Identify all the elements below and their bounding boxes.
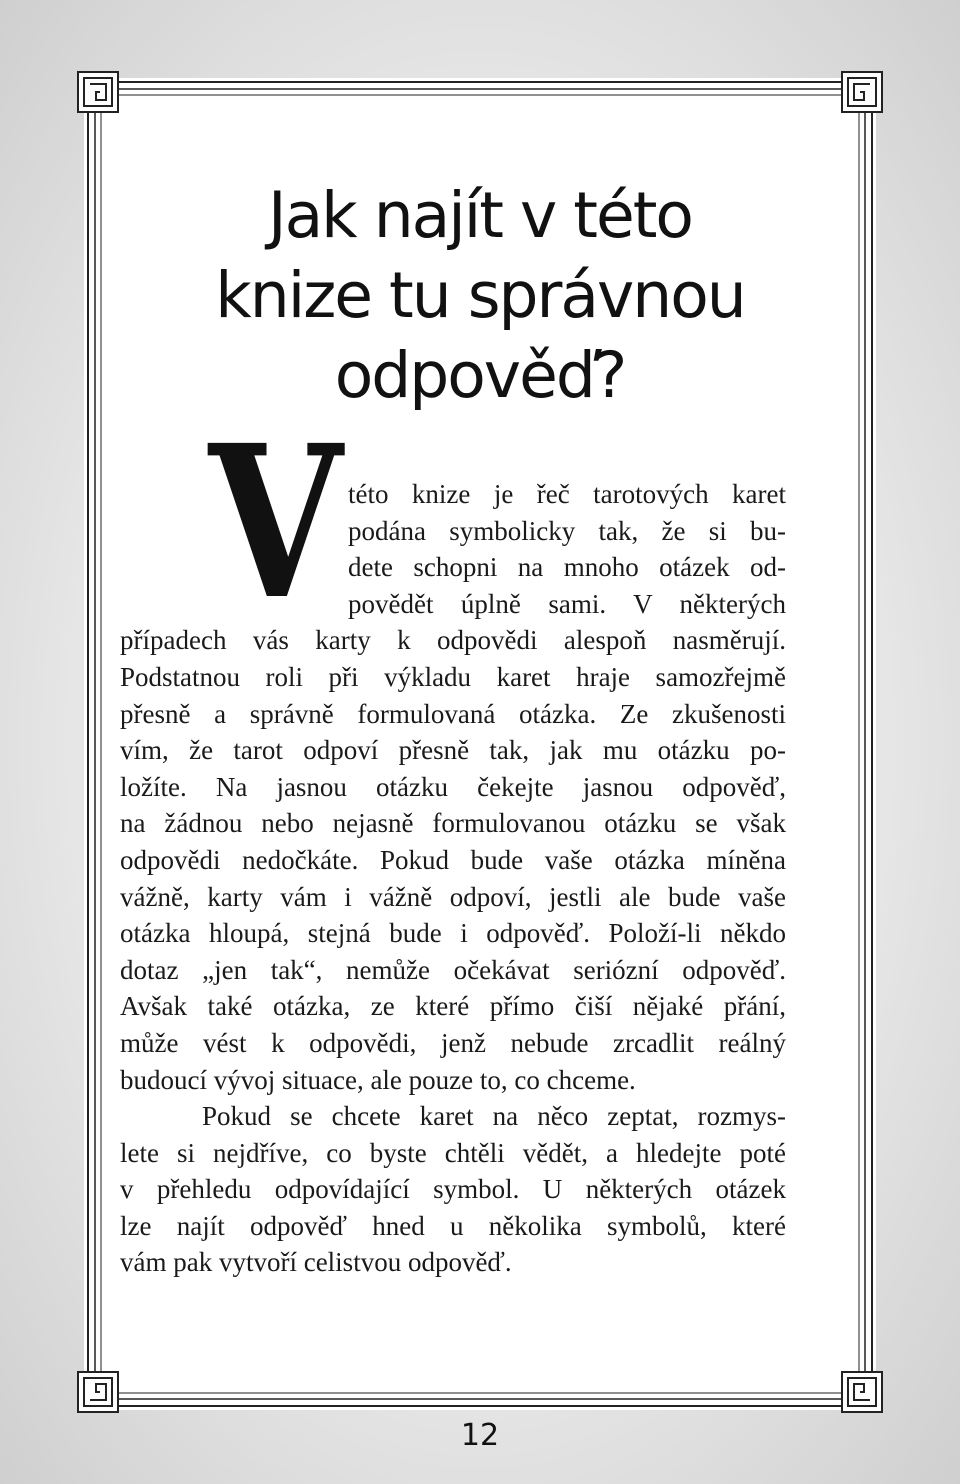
text-line: případech vás karty k odpovědi alespoň nasměrují.	[120, 625, 786, 656]
title-line: knize tu správnou	[215, 259, 745, 332]
text-line: dotaz „jen tak“, nemůže očekávat seriózní odpověď.	[120, 954, 786, 985]
text-line: lze najít odpověď hned u několika symbolů, které	[120, 1210, 786, 1241]
text-line: této knize je řeč tarotových karet	[348, 479, 786, 509]
text-line: vám pak vytvoří celistvou odpověď.	[120, 1247, 512, 1278]
body-paragraph-2	[120, 1098, 786, 1281]
text-line: dete schopni na mnoho otázek od-	[348, 552, 786, 583]
text-line: může vést k odpovědi, jenž nebude zrcadlit reálný	[120, 1027, 786, 1058]
text-line: Avšak také otázka, ze které přímo čiší nějaké přání,	[120, 991, 786, 1022]
text-line: budoucí vývoj situace, ale pouze to, co chceme.	[120, 1064, 636, 1095]
text-line: vím, že tarot odpoví přesně tak, jak mu otázku po-	[120, 735, 786, 766]
text-line: Pokud se chcete karet na něco zeptat, rozmys-	[202, 1101, 786, 1131]
page-title	[100, 176, 860, 416]
body-paragraph-1	[120, 476, 786, 1098]
text-line: lete si nejdříve, co byste chtěli vědět, a hledejte poté	[120, 1137, 786, 1168]
text-line: povědět úplně sami. V některých	[348, 588, 786, 619]
page-number: 12	[460, 1418, 500, 1453]
text-line: vážně, karty vám i vážně odpoví, jestli ale bude vaše	[120, 881, 786, 912]
text-line: přesně a správně formulovaná otázka. Ze zkušenosti	[120, 698, 786, 729]
drop-cap-letter: V	[208, 399, 343, 646]
title-line: Jak najít v této	[268, 179, 692, 252]
text-line: v přehledu odpovídající symbol. U některých otázek	[120, 1174, 786, 1205]
text-line: ložíte. Na jasnou otázku čekejte jasnou odpověď,	[120, 771, 786, 802]
text-line: Podstatnou roli při výkladu karet hraje samozřejmě	[120, 661, 786, 692]
text-line: podána symbolicky tak, že si bu-	[348, 515, 786, 546]
text-line: odpovědi nedočkáte. Pokud bude vaše otázka míněna	[120, 844, 786, 875]
title-line: odpověď?	[334, 339, 626, 412]
text-line: na žádnou nebo nejasně formulovanou otázku se však	[120, 808, 786, 839]
text-line: otázka hloupá, stejná bude i odpověď. Položí-li někdo	[120, 918, 786, 949]
